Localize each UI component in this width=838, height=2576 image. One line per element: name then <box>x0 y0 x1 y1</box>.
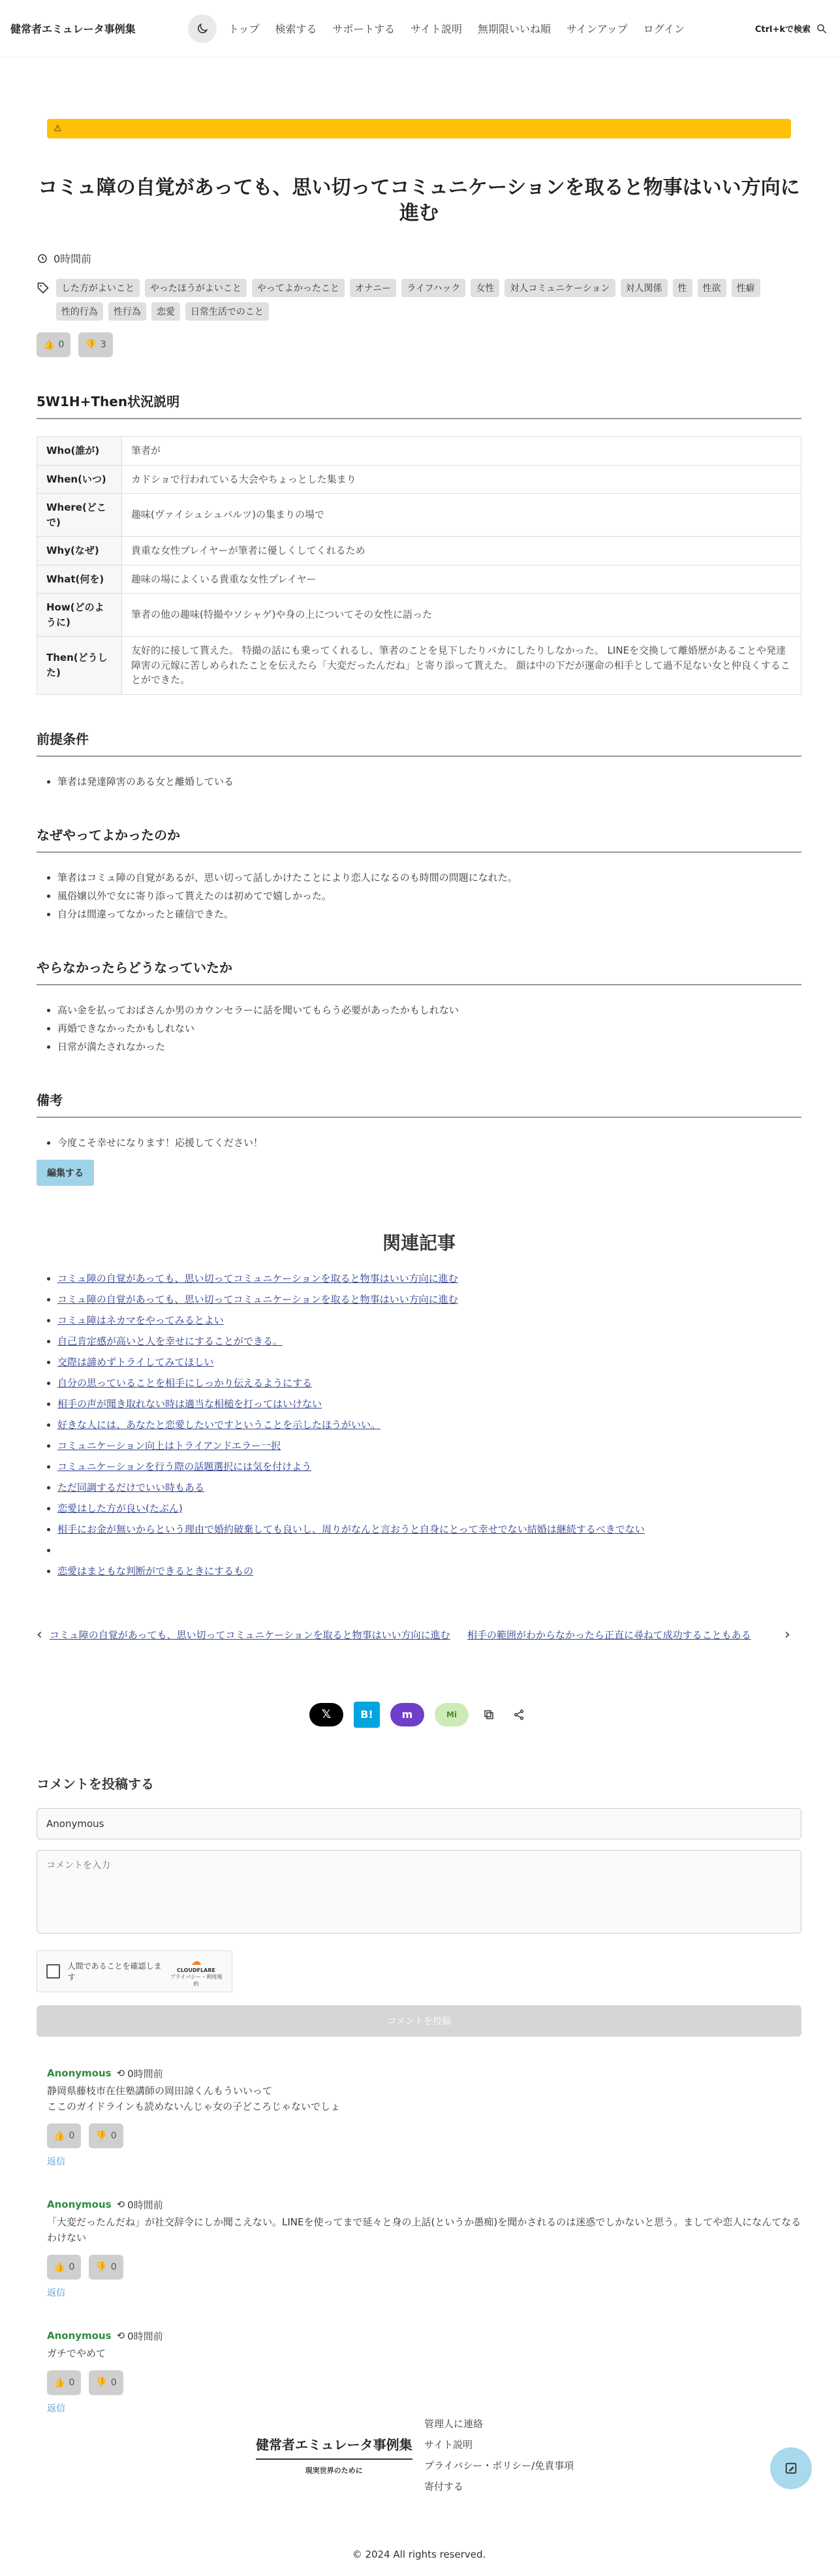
tag-chip[interactable]: 性欲 <box>698 279 726 297</box>
comment-text: ガチでやめて <box>47 2347 106 2359</box>
related-link[interactable]: 交際は諦めずトライしてみてほしい <box>57 1356 214 1368</box>
comment-dislike-count: 0 <box>110 2130 117 2141</box>
related-item <box>57 1435 801 1456</box>
table-row <box>37 637 801 695</box>
related-link[interactable]: 自分の思っていることを相手にしっかり伝えるようにする <box>57 1376 313 1389</box>
comment-body-input[interactable] <box>37 1850 801 1933</box>
nav-search[interactable]: 検索する <box>275 23 317 35</box>
tag-chip[interactable]: 恋愛 <box>151 302 180 321</box>
search-shortcut[interactable] <box>755 22 828 35</box>
search-icon <box>816 23 828 35</box>
share-bar <box>37 1702 801 1728</box>
share-mastodon-button[interactable] <box>390 1703 424 1726</box>
related-link[interactable]: 恋愛はした方が良い(たぶん) <box>57 1502 183 1514</box>
w5-value: 趣味の場によくいる貴重な女性プレイヤー <box>122 565 801 594</box>
tag-chip[interactable]: 女性 <box>471 279 499 297</box>
edit-button[interactable]: 編集する <box>37 1160 94 1186</box>
related-title: 関連記事 <box>382 1232 456 1254</box>
like-button[interactable] <box>37 332 70 357</box>
related-link[interactable]: ただ同調するだけでいい時もある <box>57 1481 205 1493</box>
nav-login[interactable]: ログイン <box>643 23 685 35</box>
related-item <box>57 1352 801 1373</box>
comment-votes <box>47 2123 801 2148</box>
tag-chip[interactable]: した方がよいこと <box>56 279 140 297</box>
w5-value: 趣味(ヴァイシュシュバルツ)の集まりの場で <box>122 494 801 537</box>
notes-list <box>37 1134 801 1152</box>
article-votes <box>37 332 801 357</box>
comment-dislike-button[interactable] <box>89 2123 123 2148</box>
related-item <box>57 1310 801 1331</box>
comment-text: 「大変だったんだね」が社交辞令にしか聞こえない。LINEを使ってまで延々と身の上話(というか愚痴)を聞かされるのは迷惑でしかないと思う。ましてや恋人になんてなるわけない <box>47 2216 801 2244</box>
tags-row <box>37 279 801 321</box>
comment-time: 0時間前 <box>127 2330 163 2342</box>
copy-link-button[interactable] <box>479 1705 499 1725</box>
nav-signup[interactable]: サインアップ <box>566 23 628 35</box>
w5-key: How(どのように) <box>37 594 122 637</box>
list-item: • 再婚できなかったかもしれない <box>57 1019 801 1038</box>
comment-dislike-count: 0 <box>110 2261 117 2272</box>
comment-like-button[interactable] <box>47 2123 81 2148</box>
nav-top[interactable]: トップ <box>228 23 260 35</box>
tag-chip[interactable]: やってよかったこと <box>252 279 345 297</box>
cloud-icon: ☁ <box>191 1954 202 1967</box>
chevron-left-icon[interactable]: ‹ <box>37 1626 42 1643</box>
related-link[interactable]: コミュ障はネカマをやってみるとよい <box>57 1314 224 1326</box>
list-item: • 今度こそ幸せになります！応援してください！ <box>57 1134 801 1152</box>
comment-header <box>47 2329 163 2343</box>
comment <box>37 2329 801 2415</box>
thumbs-down-icon: 👎 <box>85 340 97 350</box>
related-item <box>57 1519 801 1540</box>
footer-logo[interactable]: 健常者エミュレータ事例集 <box>256 2434 412 2460</box>
page-title: コミュ障の自覚があっても、思い切ってコミュニケーションを取ると物事はいい方向に進む <box>38 176 800 225</box>
comment-like-count: 0 <box>69 2261 75 2272</box>
comment-author: Anonymous <box>47 2330 112 2342</box>
reply-link[interactable]: 返信 <box>47 2156 65 2167</box>
tag-chip[interactable]: オナニー <box>350 279 396 297</box>
tag-chip[interactable]: 性的行為 <box>56 302 103 321</box>
table-row <box>37 494 801 537</box>
chevron-right-icon[interactable]: › <box>784 1626 790 1643</box>
comment-votes <box>47 2255 801 2280</box>
comment <box>37 2067 801 2168</box>
related-item <box>57 1331 801 1352</box>
footer-brand <box>256 2434 412 2475</box>
related-link[interactable]: コミュニケーション向上はトライアンドエラー一択 <box>57 1439 281 1452</box>
nav-ranking[interactable]: 無期限いいね順 <box>477 23 551 35</box>
related-item <box>57 1456 801 1477</box>
hatena-icon: B! <box>360 1708 373 1721</box>
w5-value: 筆者が <box>122 437 801 466</box>
w5-value: カドショで行われている大会やちょっとした集まり <box>122 465 801 494</box>
thumbs-down-icon: 👎 <box>95 2130 107 2141</box>
post-meta <box>37 251 801 266</box>
list-item: • 筆者は発達障害のある女と離婚している <box>57 772 801 791</box>
related-link[interactable]: コミュ障の自覚があっても、思い切ってコミュニケーションを取ると物事はいい方向に進む <box>57 1272 458 1284</box>
table-row <box>37 537 801 565</box>
tag-chip[interactable]: 性癖 <box>732 279 760 297</box>
related-list <box>37 1268 801 1582</box>
warning-icon: ⚠ <box>54 123 62 134</box>
comment-author: Anonymous <box>47 2199 112 2210</box>
comment-time-wrap <box>117 2067 163 2080</box>
thumbs-up-icon: 👍 <box>43 340 55 350</box>
table-row <box>37 465 801 494</box>
name-input[interactable] <box>37 1808 801 1839</box>
w5-key: Who(誰が) <box>37 437 122 466</box>
footer-links <box>424 2413 574 2497</box>
captcha-label: 人間であることを確認します <box>67 1961 162 1982</box>
share-x-button[interactable] <box>309 1703 343 1726</box>
like-count: 0 <box>58 340 65 350</box>
related-link[interactable]: 自己肯定感が高いと人を幸せにすることができる。 <box>57 1335 283 1347</box>
edit-icon <box>784 2461 798 2475</box>
share-hatena-button[interactable] <box>354 1702 380 1728</box>
list-item: • 自分は間違ってなかったと確信できた。 <box>57 905 801 923</box>
w5-value: 友好的に接して貰えた。 特撮の話にも乗ってくれるし、筆者のことを見下したりバカにしたりしなかった。 LINEを交換して離婚歴があることや発達障害の元嫁に苦しめられたことを伝えたら「大変だったんだね」と寄り添って貰えた。 顔は中の下だが運命の相手として過不足ない女と仲良くすることができた。 <box>122 637 801 695</box>
comment-votes <box>47 2370 801 2395</box>
captcha-checkbox[interactable] <box>46 1964 60 1979</box>
moon-icon <box>196 22 209 35</box>
site-header <box>0 0 838 57</box>
related-item <box>57 1289 801 1310</box>
comment-time-wrap <box>117 2198 163 2212</box>
related-item <box>57 1540 801 1561</box>
footer-privacy-link[interactable]: プライバシー・ポリシー/免責事項 <box>424 2460 574 2472</box>
if-not-list <box>37 1001 801 1056</box>
comment-author: Anonymous <box>47 2067 112 2079</box>
comment-dislike-count: 0 <box>110 2377 117 2388</box>
related-link[interactable]: 相手の声が聞き取れない時は適当な相槌を打ってはいけない <box>57 1397 322 1410</box>
related-link[interactable]: 恋愛はまともな判断ができるときにするもの <box>57 1565 254 1577</box>
history-icon <box>37 253 48 264</box>
related-link[interactable]: コミュニケーションを行う際の話題選択には気を付けよう <box>57 1460 312 1472</box>
notes-title: 備考 <box>37 1090 801 1118</box>
premise-title: 前提条件 <box>37 729 801 757</box>
comment-list <box>37 2067 801 2415</box>
comment-time: 0時間前 <box>127 2067 163 2080</box>
related-item <box>57 1561 801 1582</box>
prev-post-link[interactable]: コミュ障の自覚があっても、思い切ってコミュニケーションを取ると物事はいい方向に進む <box>50 1629 450 1641</box>
related-item <box>57 1268 801 1289</box>
nav-support[interactable]: サポートする <box>332 23 396 35</box>
tag-chip[interactable]: 対人コミュニケーション <box>504 279 615 297</box>
comment <box>37 2198 801 2299</box>
tag-chip[interactable]: 性行為 <box>108 302 146 321</box>
share-misskey-button[interactable] <box>435 1703 469 1726</box>
dislike-count: 3 <box>100 340 106 350</box>
comment-header <box>47 2067 163 2080</box>
captcha-widget <box>37 1950 232 1992</box>
w5-value: 筆者の他の趣味(特撮やソシャゲ)や身の上についてその女性に語った <box>122 594 801 637</box>
mastodon-icon: m <box>401 1708 413 1721</box>
share-button[interactable] <box>509 1705 529 1725</box>
comment-time-wrap <box>117 2329 163 2343</box>
w5-key: When(いつ) <box>37 465 122 494</box>
related-item <box>57 1498 801 1519</box>
why-good-title: なぜやってよかったのか <box>37 825 801 853</box>
warning-banner <box>47 119 791 138</box>
related-item <box>57 1393 801 1414</box>
tag-list <box>56 279 801 321</box>
comment-like-button[interactable] <box>47 2370 81 2395</box>
related-link[interactable]: 相手にお金が無いからという理由で婚約破棄しても良いし、周りがなんと言おうと自身にとって幸せでない結婚は継続するべきでない <box>57 1523 645 1535</box>
related-item <box>57 1477 801 1498</box>
share-icon <box>513 1709 525 1721</box>
comment-like-button[interactable] <box>47 2255 81 2280</box>
main-content <box>0 175 838 2415</box>
cloudflare-logo: ☁ CLOUDFLARE プライバシー・利用規約 <box>170 1954 223 1987</box>
site-logo[interactable]: 健常者エミュレータ事例集 <box>10 23 136 35</box>
comment-form-title: コメントを投稿する <box>37 1775 154 1792</box>
thumbs-up-icon: 👍 <box>54 2261 65 2272</box>
w5-key: Where(どこで) <box>37 494 122 537</box>
comment-dislike-button[interactable] <box>89 2370 123 2395</box>
thumbs-up-icon: 👍 <box>54 2377 65 2388</box>
w5-title: 5W1H+Then状況説明 <box>37 391 801 419</box>
search-hint-label: Ctrl+kで検索 <box>754 25 811 35</box>
if-not-title: やらなかったらどうなっていたか <box>37 957 801 985</box>
tag-chip[interactable]: 性 <box>673 279 692 297</box>
list-item: • 筆者はコミュ障の自覚があるが、思い切って話しかけたことにより恋人になるのも時間の問題になれた。 <box>57 868 801 887</box>
history-icon: ⟲ <box>116 2067 125 2079</box>
list-item: • 高い金を払っておばさんか男のカウンセラーに話を聞いてもらう必要があったかもしれない <box>57 1001 801 1019</box>
theme-toggle-button[interactable] <box>188 14 217 43</box>
comment-text: 静岡県藤枝市在住塾講師の岡田諒くんもういいって ここのガイドラインも読めないんじゃ女の子どころじゃないでしょ <box>47 2084 341 2112</box>
thumbs-down-icon: 👎 <box>95 2377 107 2388</box>
footer-tagline: 現実世界のために <box>305 2466 363 2475</box>
reply-link[interactable]: 返信 <box>47 2403 65 2414</box>
premise-list <box>37 772 801 791</box>
thumbs-down-icon: 👎 <box>95 2261 107 2272</box>
x-icon: 𝕏 <box>321 1708 332 1721</box>
thumbs-up-icon: 👍 <box>54 2130 65 2141</box>
post-time: 0時間前 <box>54 253 92 265</box>
comment-time: 0時間前 <box>127 2199 163 2211</box>
next-post-link[interactable]: 相手の範囲がわからなかったら正直に尋ねて成功することもある <box>467 1629 751 1641</box>
related-item <box>57 1373 801 1393</box>
nav-about[interactable]: サイト説明 <box>411 23 462 35</box>
table-row <box>37 437 801 466</box>
w5-key: Then(どうした) <box>37 637 122 695</box>
w5-key: What(何を) <box>37 565 122 594</box>
tag-icon <box>37 281 50 294</box>
copy-icon <box>483 1709 495 1721</box>
post-pager <box>37 1627 801 1643</box>
related-item <box>57 1414 801 1435</box>
new-post-button[interactable] <box>770 2447 812 2489</box>
tag-chip[interactable]: 日常生活でのこと <box>185 302 269 321</box>
tag-chip[interactable]: ライフハック <box>401 279 465 297</box>
history-icon: ⟲ <box>116 2199 125 2210</box>
comment-like-count: 0 <box>69 2377 75 2388</box>
table-row <box>37 565 801 594</box>
list-item: • 風俗嬢以外で女に寄り添って貰えたのは初めてで嬉しかった。 <box>57 887 801 905</box>
list-item: • 日常が満たされなかった <box>57 1038 801 1056</box>
w5-table <box>37 436 801 695</box>
w5-key: Why(なぜ) <box>37 537 122 565</box>
table-row <box>37 594 801 637</box>
w5-value: 貴重な女性プレイヤーが筆者に優しくしてくれるため <box>122 537 801 565</box>
tag-chip[interactable]: やったほうがよいこと <box>145 279 247 297</box>
misskey-icon: Mi <box>446 1709 458 1719</box>
main-nav <box>228 21 685 36</box>
comment-dislike-button[interactable] <box>89 2255 123 2280</box>
comment-header <box>47 2198 163 2212</box>
footer-contact-link[interactable]: 管理人に連絡 <box>424 2418 484 2430</box>
comment-like-count: 0 <box>69 2130 75 2141</box>
submit-comment-button[interactable]: コメントを投稿 <box>37 2005 801 2037</box>
dislike-button[interactable] <box>78 332 112 357</box>
why-good-list <box>37 868 801 923</box>
footer-about-link[interactable]: サイト説明 <box>424 2439 473 2451</box>
tag-chip[interactable]: 対人関係 <box>621 279 668 297</box>
related-link[interactable]: コミュ障の自覚があっても、思い切ってコミュニケーションを取ると物事はいい方向に進む <box>57 1293 458 1305</box>
reply-link[interactable]: 返信 <box>47 2287 65 2298</box>
history-icon: ⟲ <box>116 2330 125 2342</box>
copyright: © 2024 All rights reserved. <box>352 2549 486 2560</box>
footer-donate-link[interactable]: 寄付する <box>424 2481 464 2492</box>
related-link[interactable]: 好きな人には、あなたと恋愛したいですということを示したほうがいい。 <box>57 1418 381 1431</box>
